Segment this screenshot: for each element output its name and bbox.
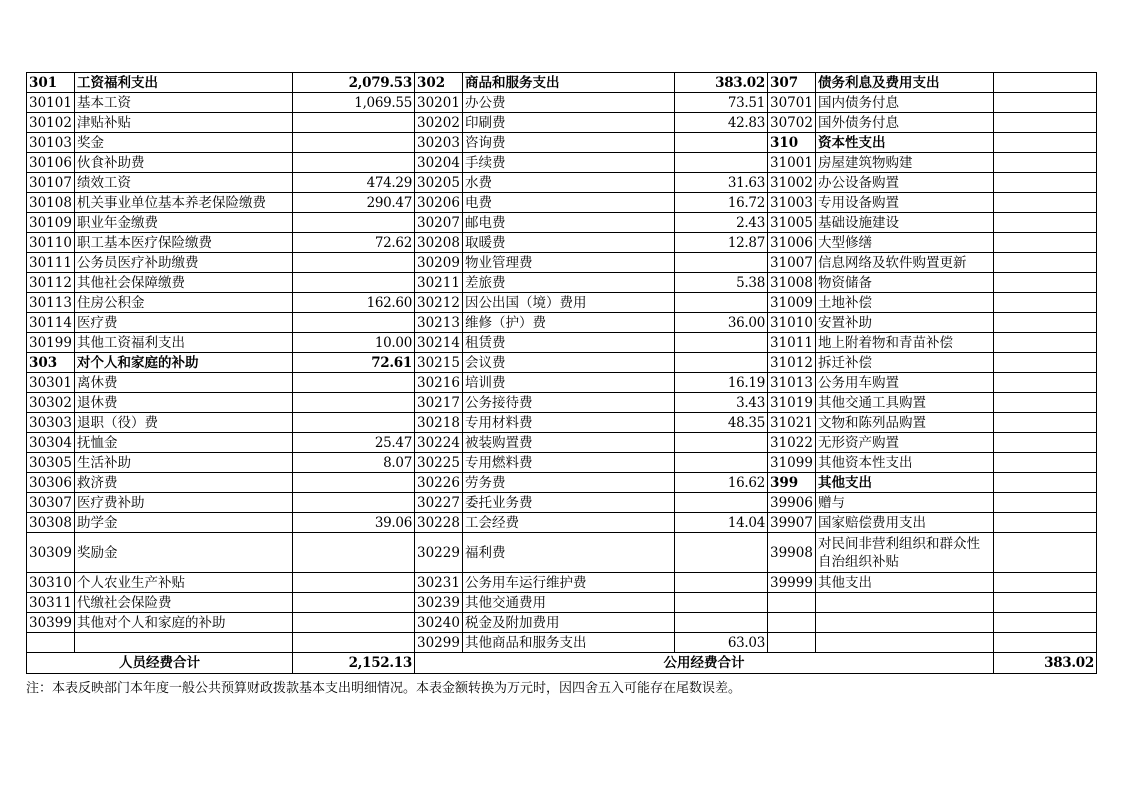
capital-code-cell: 31006 [768, 233, 816, 253]
capital-code-cell: 31021 [768, 413, 816, 433]
table-row [27, 293, 1097, 313]
capital-code-cell: 31022 [768, 433, 816, 453]
personnel-name-cell: 对个人和家庭的补助 [75, 353, 293, 373]
personnel-code-cell: 30308 [27, 513, 75, 533]
personnel-code-cell: 301 [27, 73, 75, 93]
table-row [27, 213, 1097, 233]
table-row [27, 93, 1097, 113]
table-row [27, 393, 1097, 413]
capital-name-cell: 资本性支出 [816, 133, 994, 153]
personnel-code-cell: 30303 [27, 413, 75, 433]
capital-amount-cell [994, 213, 1097, 233]
goods-code-cell: 30205 [415, 173, 463, 193]
table-row [27, 313, 1097, 333]
goods-amount-cell: 2.43 [675, 213, 768, 233]
capital-code-cell: 39907 [768, 513, 816, 533]
capital-name-cell: 国内债务付息 [816, 93, 994, 113]
personnel-amount-cell: 162.60 [293, 293, 415, 313]
capital-amount-cell [994, 293, 1097, 313]
capital-amount-cell [994, 333, 1097, 353]
goods-code-cell: 30204 [415, 153, 463, 173]
capital-amount-cell [994, 593, 1097, 613]
capital-amount-cell [994, 153, 1097, 173]
totals-row [27, 653, 1097, 674]
capital-name-cell: 土地补偿 [816, 293, 994, 313]
capital-code-cell: 31099 [768, 453, 816, 473]
goods-name-cell: 劳务费 [463, 473, 675, 493]
table-row [27, 333, 1097, 353]
table-row [27, 233, 1097, 253]
table-row [27, 433, 1097, 453]
goods-name-cell: 手续费 [463, 153, 675, 173]
table-row [27, 633, 1097, 653]
personnel-name-cell: 其他工资福利支出 [75, 333, 293, 353]
goods-name-cell: 福利费 [463, 533, 675, 573]
capital-name-cell: 对民间非营利组织和群众性自治组织补贴 [816, 533, 994, 573]
capital-code-cell: 31013 [768, 373, 816, 393]
capital-name-cell: 无形资产购置 [816, 433, 994, 453]
personnel-name-cell [75, 633, 293, 653]
goods-amount-cell: 73.51 [675, 93, 768, 113]
capital-code-cell [768, 613, 816, 633]
table-row [27, 153, 1097, 173]
personnel-name-cell: 代缴社会保险费 [75, 593, 293, 613]
goods-code-cell: 30202 [415, 113, 463, 133]
personnel-amount-cell: 72.61 [293, 353, 415, 373]
goods-code-cell: 30226 [415, 473, 463, 493]
capital-name-cell: 文物和陈列品购置 [816, 413, 994, 433]
personnel-code-cell: 30114 [27, 313, 75, 333]
personnel-amount-cell [293, 253, 415, 273]
personnel-total-label: 人员经费合计 [27, 653, 293, 674]
goods-name-cell: 因公出国（境）费用 [463, 293, 675, 313]
personnel-code-cell: 30309 [27, 533, 75, 573]
table-row [27, 273, 1097, 293]
personnel-amount-cell [293, 573, 415, 593]
goods-name-cell: 专用燃料费 [463, 453, 675, 473]
personnel-name-cell: 救济费 [75, 473, 293, 493]
capital-code-cell: 31009 [768, 293, 816, 313]
capital-amount-cell [994, 93, 1097, 113]
table-row [27, 413, 1097, 433]
goods-name-cell: 咨询费 [463, 133, 675, 153]
capital-amount-cell [994, 373, 1097, 393]
personnel-code-cell: 30307 [27, 493, 75, 513]
capital-code-cell: 31003 [768, 193, 816, 213]
goods-code-cell: 30229 [415, 533, 463, 573]
capital-name-cell: 安置补助 [816, 313, 994, 333]
capital-name-cell: 物资储备 [816, 273, 994, 293]
goods-amount-cell [675, 533, 768, 573]
personnel-code-cell: 30113 [27, 293, 75, 313]
table-row [27, 353, 1097, 373]
personnel-code-cell: 303 [27, 353, 75, 373]
table-row [27, 573, 1097, 593]
personnel-code-cell: 30311 [27, 593, 75, 613]
personnel-name-cell: 奖励金 [75, 533, 293, 573]
personnel-code-cell: 30102 [27, 113, 75, 133]
capital-amount-cell [994, 473, 1097, 493]
goods-amount-cell [675, 433, 768, 453]
personnel-name-cell: 助学金 [75, 513, 293, 533]
capital-code-cell: 310 [768, 133, 816, 153]
personnel-code-cell: 30108 [27, 193, 75, 213]
table-row [27, 253, 1097, 273]
capital-name-cell: 其他交通工具购置 [816, 393, 994, 413]
goods-name-cell: 租赁费 [463, 333, 675, 353]
personnel-name-cell: 工资福利支出 [75, 73, 293, 93]
goods-amount-cell [675, 573, 768, 593]
goods-amount-cell: 12.87 [675, 233, 768, 253]
goods-name-cell: 维修（护）费 [463, 313, 675, 333]
capital-amount-cell [994, 133, 1097, 153]
goods-amount-cell [675, 133, 768, 153]
table-row [27, 513, 1097, 533]
personnel-amount-cell [293, 613, 415, 633]
capital-code-cell: 31005 [768, 213, 816, 233]
personnel-name-cell: 个人农业生产补贴 [75, 573, 293, 593]
goods-amount-cell: 16.62 [675, 473, 768, 493]
capital-name-cell: 地上附着物和青苗补偿 [816, 333, 994, 353]
capital-code-cell: 31008 [768, 273, 816, 293]
goods-code-cell: 30217 [415, 393, 463, 413]
goods-name-cell: 取暖费 [463, 233, 675, 253]
personnel-code-cell: 30302 [27, 393, 75, 413]
goods-amount-cell [675, 333, 768, 353]
goods-amount-cell [675, 493, 768, 513]
goods-amount-cell [675, 593, 768, 613]
personnel-amount-cell: 290.47 [293, 193, 415, 213]
table-row [27, 133, 1097, 153]
capital-name-cell: 基础设施建设 [816, 213, 994, 233]
personnel-code-cell: 30101 [27, 93, 75, 113]
personnel-code-cell [27, 633, 75, 653]
personnel-name-cell: 绩效工资 [75, 173, 293, 193]
goods-amount-cell: 5.38 [675, 273, 768, 293]
goods-name-cell: 差旅费 [463, 273, 675, 293]
goods-amount-cell [675, 353, 768, 373]
capital-name-cell: 办公设备购置 [816, 173, 994, 193]
personnel-name-cell: 职工基本医疗保险缴费 [75, 233, 293, 253]
personnel-amount-cell: 474.29 [293, 173, 415, 193]
personnel-total-value: 2,152.13 [293, 653, 415, 674]
goods-code-cell: 30215 [415, 353, 463, 373]
capital-amount-cell [994, 453, 1097, 473]
goods-amount-cell: 31.63 [675, 173, 768, 193]
table-row [27, 453, 1097, 473]
goods-name-cell: 商品和服务支出 [463, 73, 675, 93]
table-row [27, 493, 1097, 513]
personnel-amount-cell [293, 373, 415, 393]
capital-name-cell: 其他支出 [816, 473, 994, 493]
capital-code-cell: 30701 [768, 93, 816, 113]
capital-amount-cell [994, 573, 1097, 593]
goods-code-cell: 30225 [415, 453, 463, 473]
personnel-code-cell: 30306 [27, 473, 75, 493]
capital-code-cell: 399 [768, 473, 816, 493]
personnel-name-cell: 其他对个人和家庭的补助 [75, 613, 293, 633]
table-row [27, 613, 1097, 633]
personnel-name-cell: 津贴补贴 [75, 113, 293, 133]
goods-amount-cell: 16.19 [675, 373, 768, 393]
personnel-name-cell: 伙食补助费 [75, 153, 293, 173]
personnel-name-cell: 其他社会保障缴费 [75, 273, 293, 293]
capital-code-cell: 31019 [768, 393, 816, 413]
capital-amount-cell [994, 353, 1097, 373]
goods-name-cell: 办公费 [463, 93, 675, 113]
goods-code-cell: 30214 [415, 333, 463, 353]
personnel-name-cell: 生活补助 [75, 453, 293, 473]
goods-code-cell: 30201 [415, 93, 463, 113]
personnel-amount-cell [293, 633, 415, 653]
goods-amount-cell [675, 253, 768, 273]
personnel-code-cell: 30304 [27, 433, 75, 453]
table-row [27, 373, 1097, 393]
capital-name-cell [816, 633, 994, 653]
public-total-label: 公用经费合计 [415, 653, 994, 674]
capital-code-cell: 31007 [768, 253, 816, 273]
personnel-name-cell: 住房公积金 [75, 293, 293, 313]
goods-name-cell: 印刷费 [463, 113, 675, 133]
personnel-amount-cell [293, 393, 415, 413]
goods-name-cell: 邮电费 [463, 213, 675, 233]
goods-amount-cell: 36.00 [675, 313, 768, 333]
goods-amount-cell [675, 293, 768, 313]
table-body [27, 73, 1097, 653]
goods-code-cell: 30239 [415, 593, 463, 613]
capital-amount-cell [994, 313, 1097, 333]
personnel-amount-cell [293, 593, 415, 613]
personnel-name-cell: 离休费 [75, 373, 293, 393]
goods-name-cell: 其他商品和服务支出 [463, 633, 675, 653]
goods-amount-cell: 383.02 [675, 73, 768, 93]
capital-amount-cell [994, 113, 1097, 133]
personnel-code-cell: 30111 [27, 253, 75, 273]
personnel-amount-cell [293, 493, 415, 513]
capital-code-cell: 31011 [768, 333, 816, 353]
capital-code-cell: 30702 [768, 113, 816, 133]
personnel-code-cell: 30310 [27, 573, 75, 593]
personnel-name-cell: 退职（役）费 [75, 413, 293, 433]
personnel-name-cell: 医疗费补助 [75, 493, 293, 513]
capital-name-cell: 房屋建筑物购建 [816, 153, 994, 173]
personnel-amount-cell [293, 313, 415, 333]
capital-amount-cell [994, 253, 1097, 273]
goods-name-cell: 专用材料费 [463, 413, 675, 433]
table-row [27, 73, 1097, 93]
capital-amount-cell [994, 393, 1097, 413]
capital-amount-cell [994, 413, 1097, 433]
goods-amount-cell: 48.35 [675, 413, 768, 433]
personnel-name-cell: 退休费 [75, 393, 293, 413]
personnel-code-cell: 30305 [27, 453, 75, 473]
capital-code-cell: 31001 [768, 153, 816, 173]
personnel-amount-cell [293, 153, 415, 173]
goods-code-cell: 30228 [415, 513, 463, 533]
personnel-amount-cell [293, 473, 415, 493]
personnel-name-cell: 机关事业单位基本养老保险缴费 [75, 193, 293, 213]
personnel-amount-cell: 1,069.55 [293, 93, 415, 113]
personnel-amount-cell: 25.47 [293, 433, 415, 453]
capital-amount-cell [994, 433, 1097, 453]
capital-name-cell: 债务利息及费用支出 [816, 73, 994, 93]
capital-code-cell: 307 [768, 73, 816, 93]
personnel-code-cell: 30110 [27, 233, 75, 253]
table-row [27, 593, 1097, 613]
capital-name-cell: 国家赔偿费用支出 [816, 513, 994, 533]
table-row [27, 113, 1097, 133]
personnel-name-cell: 奖金 [75, 133, 293, 153]
goods-code-cell: 30208 [415, 233, 463, 253]
personnel-code-cell: 30112 [27, 273, 75, 293]
goods-code-cell: 30213 [415, 313, 463, 333]
capital-code-cell: 31002 [768, 173, 816, 193]
personnel-amount-cell [293, 213, 415, 233]
goods-amount-cell: 16.72 [675, 193, 768, 213]
capital-code-cell: 31010 [768, 313, 816, 333]
capital-name-cell: 专用设备购置 [816, 193, 994, 213]
capital-code-cell [768, 593, 816, 613]
capital-amount-cell [994, 513, 1097, 533]
goods-amount-cell: 42.83 [675, 113, 768, 133]
public-total-value: 383.02 [994, 653, 1097, 674]
expenditure-table [26, 72, 1097, 674]
personnel-code-cell: 30107 [27, 173, 75, 193]
capital-code-cell: 31012 [768, 353, 816, 373]
goods-amount-cell [675, 153, 768, 173]
goods-code-cell: 30216 [415, 373, 463, 393]
capital-amount-cell [994, 633, 1097, 653]
goods-name-cell: 委托业务费 [463, 493, 675, 513]
goods-code-cell: 302 [415, 73, 463, 93]
goods-name-cell: 电费 [463, 193, 675, 213]
capital-code-cell [768, 633, 816, 653]
capital-name-cell: 拆迁补偿 [816, 353, 994, 373]
capital-name-cell: 赠与 [816, 493, 994, 513]
capital-amount-cell [994, 193, 1097, 213]
goods-name-cell: 被装购置费 [463, 433, 675, 453]
capital-amount-cell [994, 273, 1097, 293]
capital-name-cell: 大型修缮 [816, 233, 994, 253]
goods-code-cell: 30209 [415, 253, 463, 273]
goods-amount-cell: 63.03 [675, 633, 768, 653]
personnel-amount-cell [293, 413, 415, 433]
goods-code-cell: 30212 [415, 293, 463, 313]
personnel-code-cell: 30399 [27, 613, 75, 633]
table-row [27, 193, 1097, 213]
capital-amount-cell [994, 73, 1097, 93]
goods-code-cell: 30299 [415, 633, 463, 653]
capital-amount-cell [994, 173, 1097, 193]
goods-name-cell: 水费 [463, 173, 675, 193]
goods-code-cell: 30206 [415, 193, 463, 213]
table-row [27, 473, 1097, 493]
personnel-amount-cell: 2,079.53 [293, 73, 415, 93]
goods-code-cell: 30203 [415, 133, 463, 153]
personnel-amount-cell: 10.00 [293, 333, 415, 353]
goods-code-cell: 30211 [415, 273, 463, 293]
goods-name-cell: 会议费 [463, 353, 675, 373]
goods-code-cell: 30240 [415, 613, 463, 633]
goods-code-cell: 30207 [415, 213, 463, 233]
capital-name-cell: 信息网络及软件购置更新 [816, 253, 994, 273]
personnel-amount-cell [293, 113, 415, 133]
personnel-code-cell: 30103 [27, 133, 75, 153]
goods-name-cell: 工会经费 [463, 513, 675, 533]
capital-amount-cell [994, 493, 1097, 513]
goods-name-cell: 培训费 [463, 373, 675, 393]
personnel-amount-cell [293, 273, 415, 293]
personnel-code-cell: 30199 [27, 333, 75, 353]
goods-amount-cell [675, 613, 768, 633]
goods-name-cell: 公务接待费 [463, 393, 675, 413]
goods-amount-cell: 3.43 [675, 393, 768, 413]
personnel-amount-cell: 72.62 [293, 233, 415, 253]
capital-name-cell: 其他资本性支出 [816, 453, 994, 473]
capital-amount-cell [994, 533, 1097, 573]
goods-code-cell: 30218 [415, 413, 463, 433]
personnel-name-cell: 公务员医疗补助缴费 [75, 253, 293, 273]
capital-amount-cell [994, 233, 1097, 253]
capital-code-cell: 39999 [768, 573, 816, 593]
personnel-amount-cell: 39.06 [293, 513, 415, 533]
personnel-amount-cell [293, 533, 415, 573]
goods-amount-cell [675, 453, 768, 473]
capital-code-cell: 39906 [768, 493, 816, 513]
personnel-name-cell: 基本工资 [75, 93, 293, 113]
goods-name-cell: 公务用车运行维护费 [463, 573, 675, 593]
personnel-code-cell: 30109 [27, 213, 75, 233]
personnel-code-cell: 30106 [27, 153, 75, 173]
goods-code-cell: 30231 [415, 573, 463, 593]
goods-name-cell: 其他交通费用 [463, 593, 675, 613]
personnel-amount-cell: 8.07 [293, 453, 415, 473]
capital-amount-cell [994, 613, 1097, 633]
table-row [27, 173, 1097, 193]
personnel-name-cell: 医疗费 [75, 313, 293, 333]
goods-name-cell: 税金及附加费用 [463, 613, 675, 633]
personnel-name-cell: 职业年金缴费 [75, 213, 293, 233]
personnel-code-cell: 30301 [27, 373, 75, 393]
goods-amount-cell: 14.04 [675, 513, 768, 533]
goods-name-cell: 物业管理费 [463, 253, 675, 273]
capital-code-cell: 39908 [768, 533, 816, 573]
budget-detail-sheet [26, 72, 1096, 696]
capital-name-cell [816, 593, 994, 613]
table-row [27, 533, 1097, 573]
capital-name-cell [816, 613, 994, 633]
table-note: 注：本表反映部门本年度一般公共预算财政拨款基本支出明细情况。本表金额转换为万元时，因四舍五入可能存在尾数误差。 [26, 681, 742, 696]
personnel-amount-cell [293, 133, 415, 153]
capital-name-cell: 国外债务付息 [816, 113, 994, 133]
capital-name-cell: 公务用车购置 [816, 373, 994, 393]
personnel-name-cell: 抚恤金 [75, 433, 293, 453]
goods-code-cell: 30224 [415, 433, 463, 453]
capital-name-cell: 其他支出 [816, 573, 994, 593]
goods-code-cell: 30227 [415, 493, 463, 513]
